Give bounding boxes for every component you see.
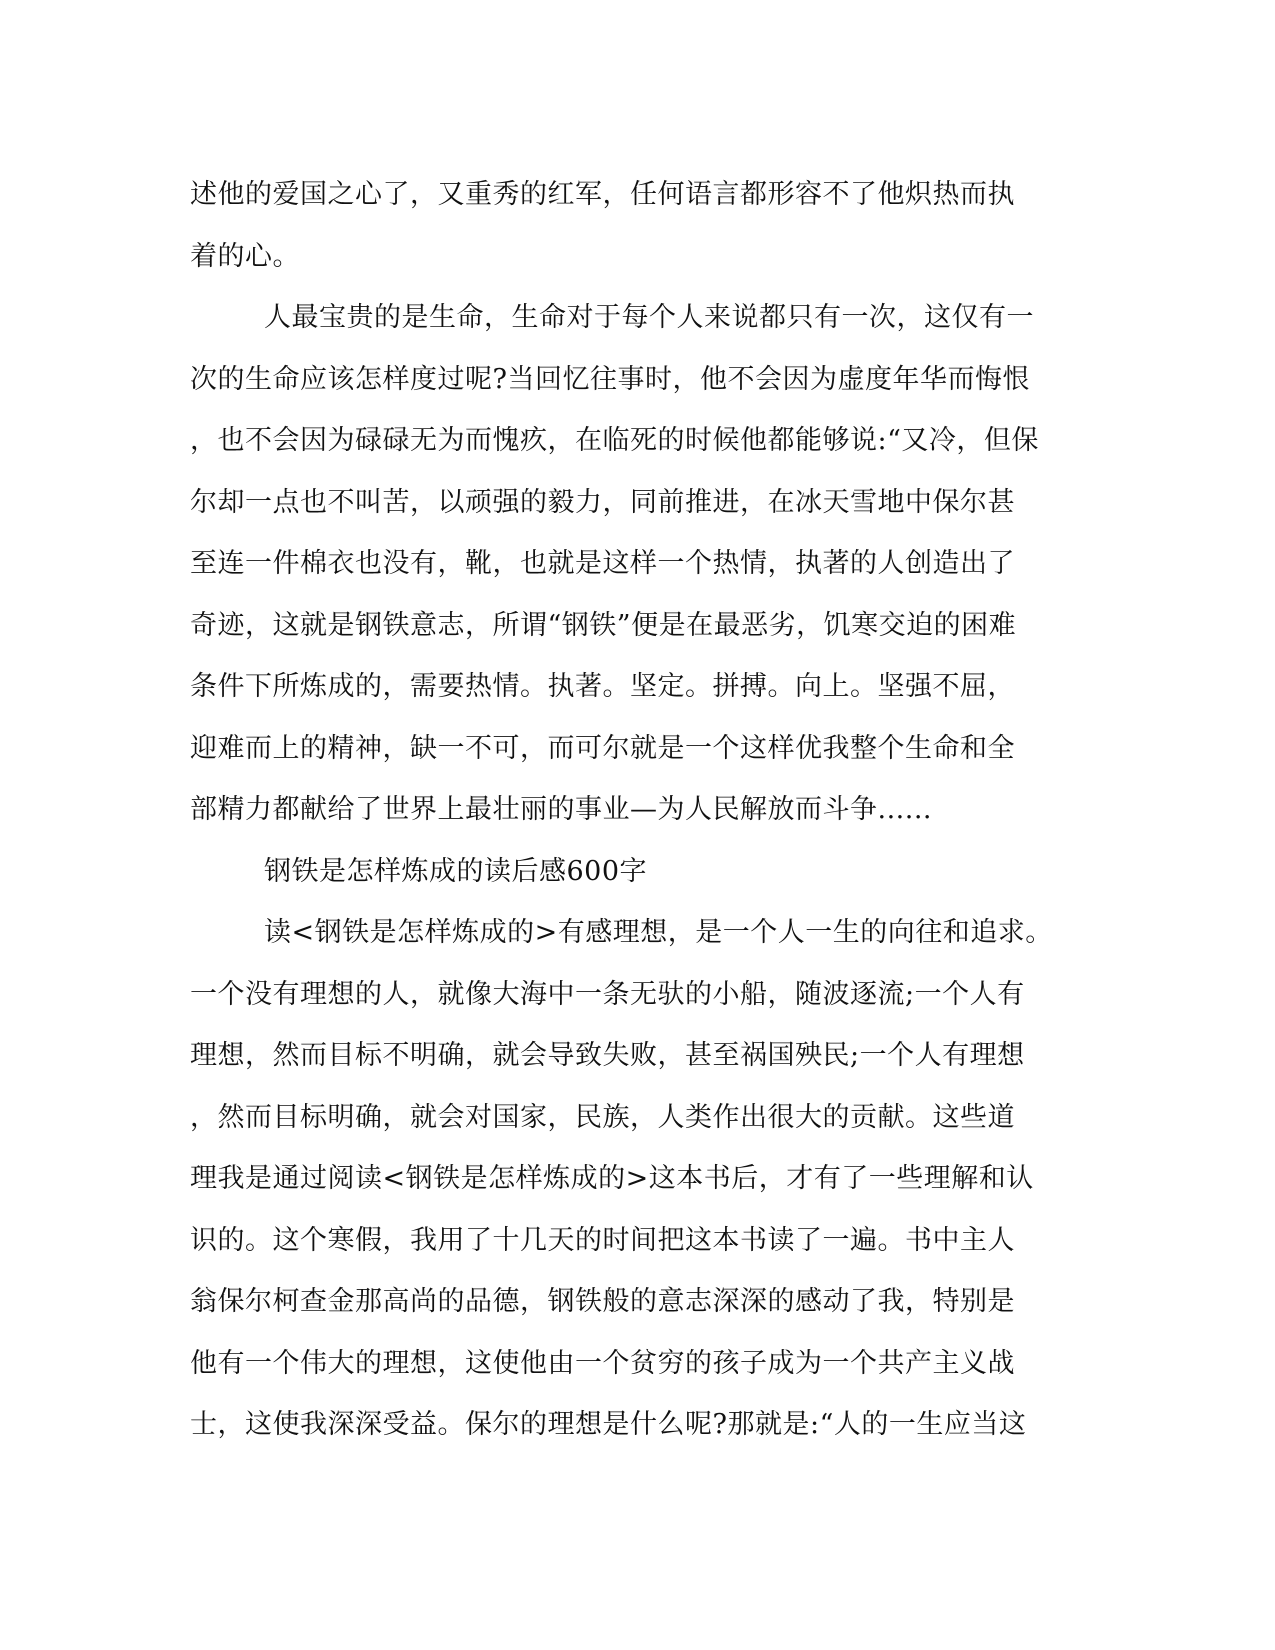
text-line: ，然而目标明确，就会对国家，民族，人类作出很大的贡献。这些道 <box>190 1101 1015 1133</box>
text-line: 尔却一点也不叫苦，以顽强的毅力，同前推进，在冰天雪地中保尔甚 <box>190 486 1015 518</box>
text-line: 述他的爱国之心了，又重秀的红军，任何语言都形容不了他炽热而执 <box>190 179 1015 210</box>
text-line: 士，这使我深深受益。保尔的理想是什么呢?那就是:“人的一生应当这 <box>190 1409 1027 1440</box>
text-line: 一个没有理想的人，就像大海中一条无驮的小船，随波逐流;一个人有 <box>190 978 1025 1010</box>
text-line: 次的生命应该怎样度过呢?当回忆往事时，他不会因为虚度年华而悔恨 <box>190 363 1030 395</box>
text-line: 理想，然而目标不明确，就会导致失败，甚至祸国殃民;一个人有理想 <box>190 1040 1025 1071</box>
paragraph-start-line: 读<钢铁是怎样炼成的>有感理想，是一个人一生的向往和追求。 <box>264 917 1053 948</box>
text-line: 翁保尔柯查金那高尚的品德，钢铁般的意志深深的感动了我，特别是 <box>190 1286 1015 1317</box>
document-body <box>190 164 1090 1456</box>
text-line: 识的。这个寒假，我用了十几天的时间把这本书读了一遍。书中主人 <box>190 1224 1015 1256</box>
text-line: 他有一个伟大的理想，这使他由一个贫穷的孩子成为一个共产主义战 <box>190 1347 1015 1379</box>
paragraph-start-line: 人最宝贵的是生命，生命对于每个人来说都只有一次，这仅有一 <box>264 302 1034 333</box>
text-line: 条件下所炼成的，需要热情。执著。坚定。拼搏。向上。坚强不屈， <box>190 671 1015 702</box>
section-heading: 钢铁是怎样炼成的读后感600字 <box>264 855 648 887</box>
text-line: 理我是通过阅读<钢铁是怎样炼成的>这本书后，才有了一些理解和认 <box>190 1163 1034 1194</box>
text-line: 至连一件棉衣也没有，靴，也就是这样一个热情，执著的人创造出了 <box>190 548 1015 579</box>
text-line: ，也不会因为碌碌无为而愧疚，在临死的时候他都能够说:“又冷，但保 <box>190 425 1039 456</box>
text-line: 奇迹，这就是钢铁意志，所谓“钢铁”便是在最恶劣，饥寒交迫的困难 <box>190 609 1017 641</box>
text-line: 着的心。 <box>190 240 300 272</box>
text-line: 部精力都献给了世界上最壮丽的事业—为人民解放而斗争...... <box>190 794 932 825</box>
text-line: 迎难而上的精神，缺一不可，而可尔就是一个这样优我整个生命和全 <box>190 732 1015 764</box>
